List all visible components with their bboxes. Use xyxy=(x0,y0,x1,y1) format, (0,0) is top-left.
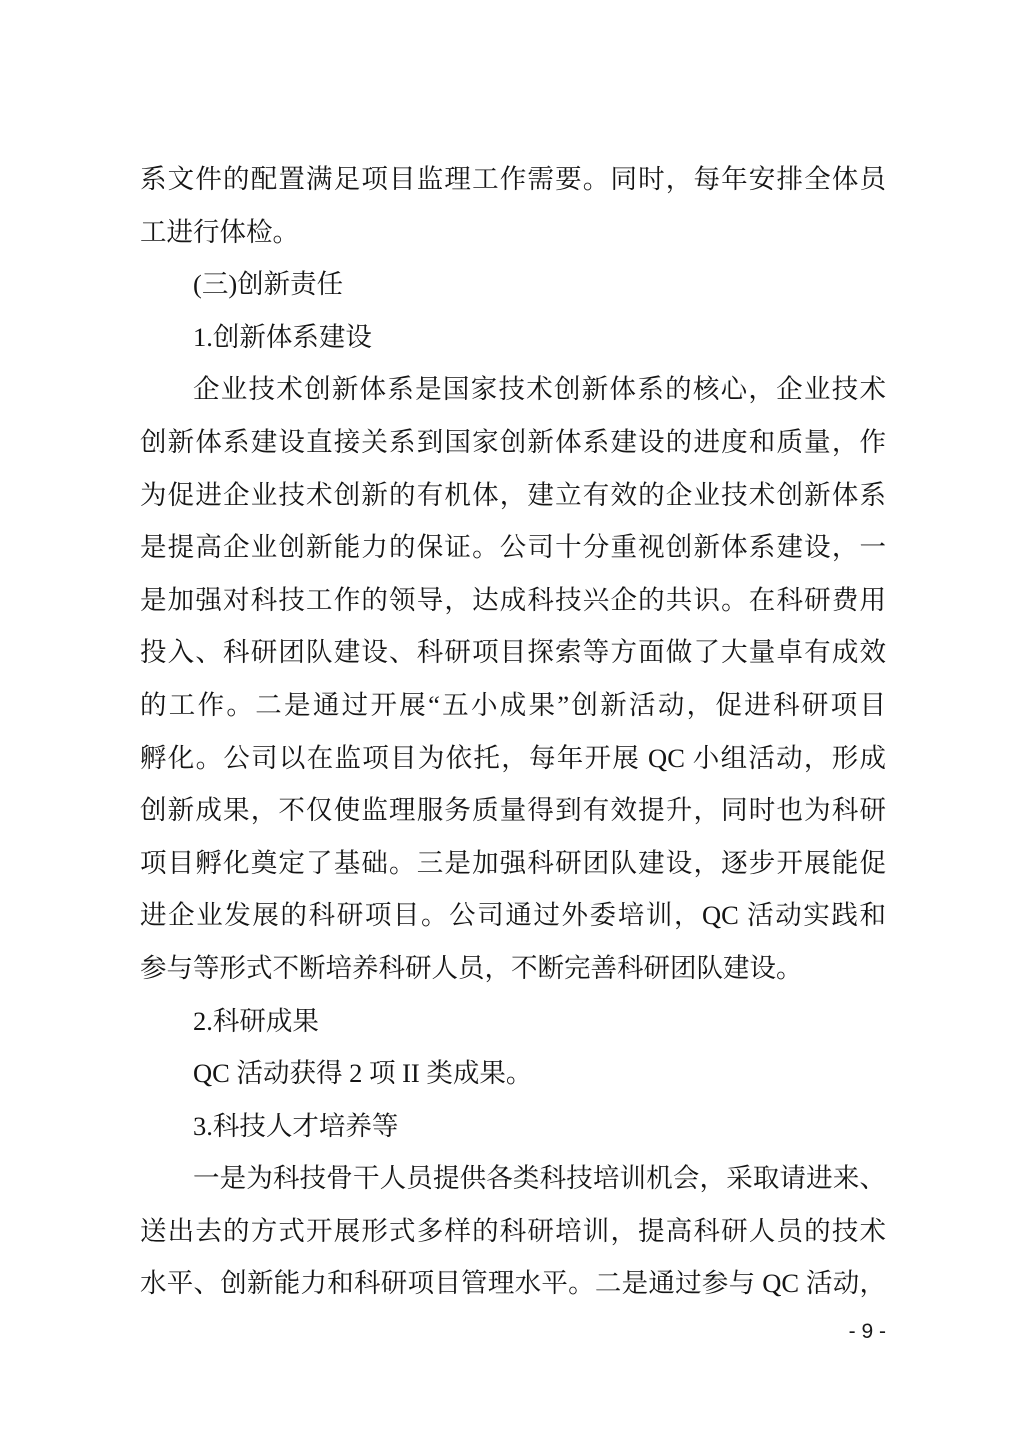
text-line: 是加强对科技工作的领导，达成科技兴企的共识。在科研费用 xyxy=(140,584,886,615)
text-line: 是提高企业创新能力的保证。公司十分重视创新体系建设，一 xyxy=(140,532,886,563)
text-line: 孵化。公司以在监项目为依托，每年开展 QC 小组活动，形成 xyxy=(140,742,886,773)
text-line: 企业技术创新体系是国家技术创新体系的核心，企业技术 xyxy=(193,374,886,405)
text-line: 工进行体检。 xyxy=(140,216,299,247)
text-line: 1.创新体系建设 xyxy=(193,321,372,352)
document-body xyxy=(140,153,886,1310)
text-line: 为促进企业技术创新的有机体，建立有效的企业技术创新体系 xyxy=(140,479,886,510)
text-line: 投入、科研团队建设、科研项目探索等方面做了大量卓有成效 xyxy=(140,637,886,668)
text-line: 进企业发展的科研项目。公司通过外委培训，QC 活动实践和 xyxy=(140,900,886,931)
text-line: 的工作。二是通过开展“五小成果”创新活动，促进科研项目 xyxy=(140,689,886,720)
text-line: 水平、创新能力和科研项目管理水平。二是通过参与 QC 活动， xyxy=(140,1268,886,1299)
text-line: 创新体系建设直接关系到国家创新体系建设的进度和质量，作 xyxy=(140,426,886,457)
text-line: QC 活动获得 2 项 II 类成果。 xyxy=(193,1058,533,1089)
text-line: 2.科研成果 xyxy=(193,1005,319,1036)
text-line: 一是为科技骨干人员提供各类科技培训机会，采取请进来、 xyxy=(193,1163,886,1194)
text-line: (三)创新责任 xyxy=(193,269,344,300)
text-line: 项目孵化奠定了基础。三是加强科研团队建设，逐步开展能促 xyxy=(140,847,886,878)
text-line: 3.科技人才培养等 xyxy=(193,1110,399,1141)
text-line: 创新成果，不仅使监理服务质量得到有效提升，同时也为科研 xyxy=(140,795,886,826)
text-line: 参与等形式不断培养科研人员，不断完善科研团队建设。 xyxy=(140,952,803,983)
text-line: 送出去的方式开展形式多样的科研培训，提高科研人员的技术 xyxy=(140,1215,886,1246)
page-number: - 9 - xyxy=(848,1320,886,1343)
text-line: 系文件的配置满足项目监理工作需要。同时，每年安排全体员 xyxy=(140,164,886,194)
